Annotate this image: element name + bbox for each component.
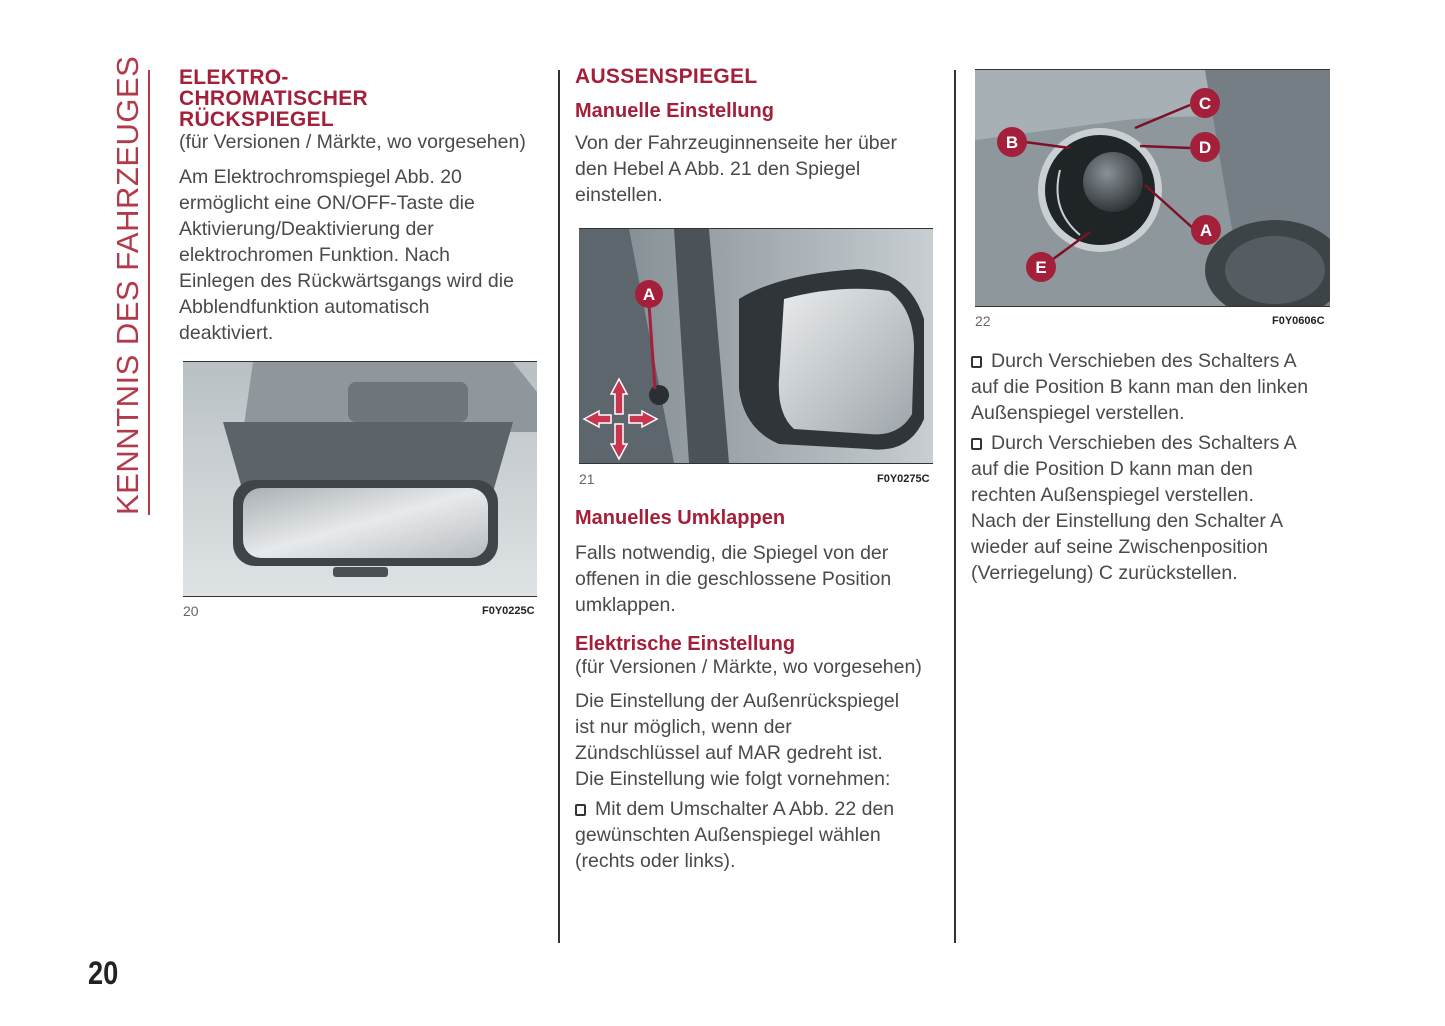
figure-code: F0Y0225C bbox=[482, 605, 535, 617]
version-note: (für Versionen / Märkte, wo vorgesehen) bbox=[179, 131, 526, 153]
column-2-lower bbox=[575, 506, 945, 874]
bullet-item: Durch Verschieben des Schalters A auf die Position B kann man den linken Außenspiegel verstellen. bbox=[971, 350, 1309, 424]
label-b: B bbox=[1005, 133, 1019, 152]
body-text: Von der Fahrzeuginnenseite her über den Hebel A Abb. 21 den Spiegel einstellen. bbox=[575, 132, 897, 206]
subheading-manuelles-umklappen: Manuelles Umklappen bbox=[575, 507, 786, 529]
figure-bottom-rule bbox=[579, 463, 933, 464]
rearview-mirror-illustration bbox=[183, 362, 537, 596]
label-c: C bbox=[1198, 94, 1212, 113]
sidebar-rule bbox=[148, 70, 150, 515]
column-3 bbox=[971, 348, 1341, 586]
body-text: Am Elektrochromspiegel Abb. 20 ermöglicht eine ON/OFF-Taste die Aktivierung/Deaktivierung der elektrochromen Funktion. Nach Einlegen des Rückwärtsgangs wird die Abblendfunktion automatisch deaktiviert. bbox=[179, 166, 514, 344]
checkbox-bullet-icon bbox=[971, 356, 982, 368]
figure-number: 21 bbox=[579, 471, 595, 487]
label-a: A bbox=[1199, 221, 1213, 240]
label-d: D bbox=[1198, 138, 1212, 157]
version-note: (für Versionen / Märkte, wo vorgesehen) bbox=[575, 656, 922, 678]
figure-code: F0Y0606C bbox=[1272, 315, 1325, 327]
sidebar-title-text: KENNTNIS DES FAHRZEUGES bbox=[110, 55, 145, 515]
figure-number: 22 bbox=[975, 313, 991, 329]
label-a: A bbox=[642, 285, 656, 304]
checkbox-bullet-icon bbox=[971, 438, 982, 450]
side-mirror-illustration bbox=[579, 229, 933, 463]
figure-side-mirror-lever bbox=[579, 229, 933, 463]
body-text: Die Einstellung der Außenrückspiegel ist nur möglich, wenn der Zündschlüssel auf MAR gedreht ist. Die Einstellung wie folgt vornehmen: bbox=[575, 690, 900, 790]
subheading-elektrische-einstellung: Elektrische Einstellung bbox=[575, 633, 796, 655]
figure-rearview-mirror bbox=[183, 362, 537, 596]
label-e: E bbox=[1035, 258, 1047, 277]
page-number: 20 bbox=[88, 955, 119, 991]
figure-bottom-rule bbox=[975, 306, 1330, 307]
body-text: Nach der Einstellung den Schalter A wieder auf seine Zwischenposition (Verriegelung) C zurückstellen. bbox=[971, 510, 1284, 584]
figure-number: 20 bbox=[183, 603, 199, 619]
section-heading-rueckspiegel: ELEKTRO- CHROMATISCHER RÜCKSPIEGEL bbox=[179, 66, 369, 131]
column-2 bbox=[575, 66, 945, 208]
figure-bottom-rule bbox=[183, 596, 537, 597]
figure-code: F0Y0275C bbox=[877, 473, 930, 485]
subheading-manuelle-einstellung: Manuelle Einstellung bbox=[575, 100, 774, 122]
column-1 bbox=[179, 67, 549, 346]
column-divider-2 bbox=[954, 70, 956, 943]
body-text: Falls notwendig, die Spiegel von der offenen in die geschlossene Position umklappen. bbox=[575, 542, 892, 616]
bullet-item: Mit dem Umschalter A Abb. 22 den gewünschten Außenspiegel wählen (rechts oder links). bbox=[575, 798, 895, 872]
checkbox-bullet-icon bbox=[575, 804, 586, 816]
figure-mirror-switch bbox=[975, 70, 1330, 306]
section-heading-aussenspiegel: AUSSENSPIEGEL bbox=[575, 65, 758, 88]
mirror-switch-illustration bbox=[975, 70, 1330, 306]
sidebar-section-title bbox=[108, 55, 148, 515]
bullet-item: Durch Verschieben des Schalters A auf die Position D kann man den rechten Außenspiegel verstellen. bbox=[971, 432, 1297, 506]
column-divider-1 bbox=[558, 70, 560, 943]
